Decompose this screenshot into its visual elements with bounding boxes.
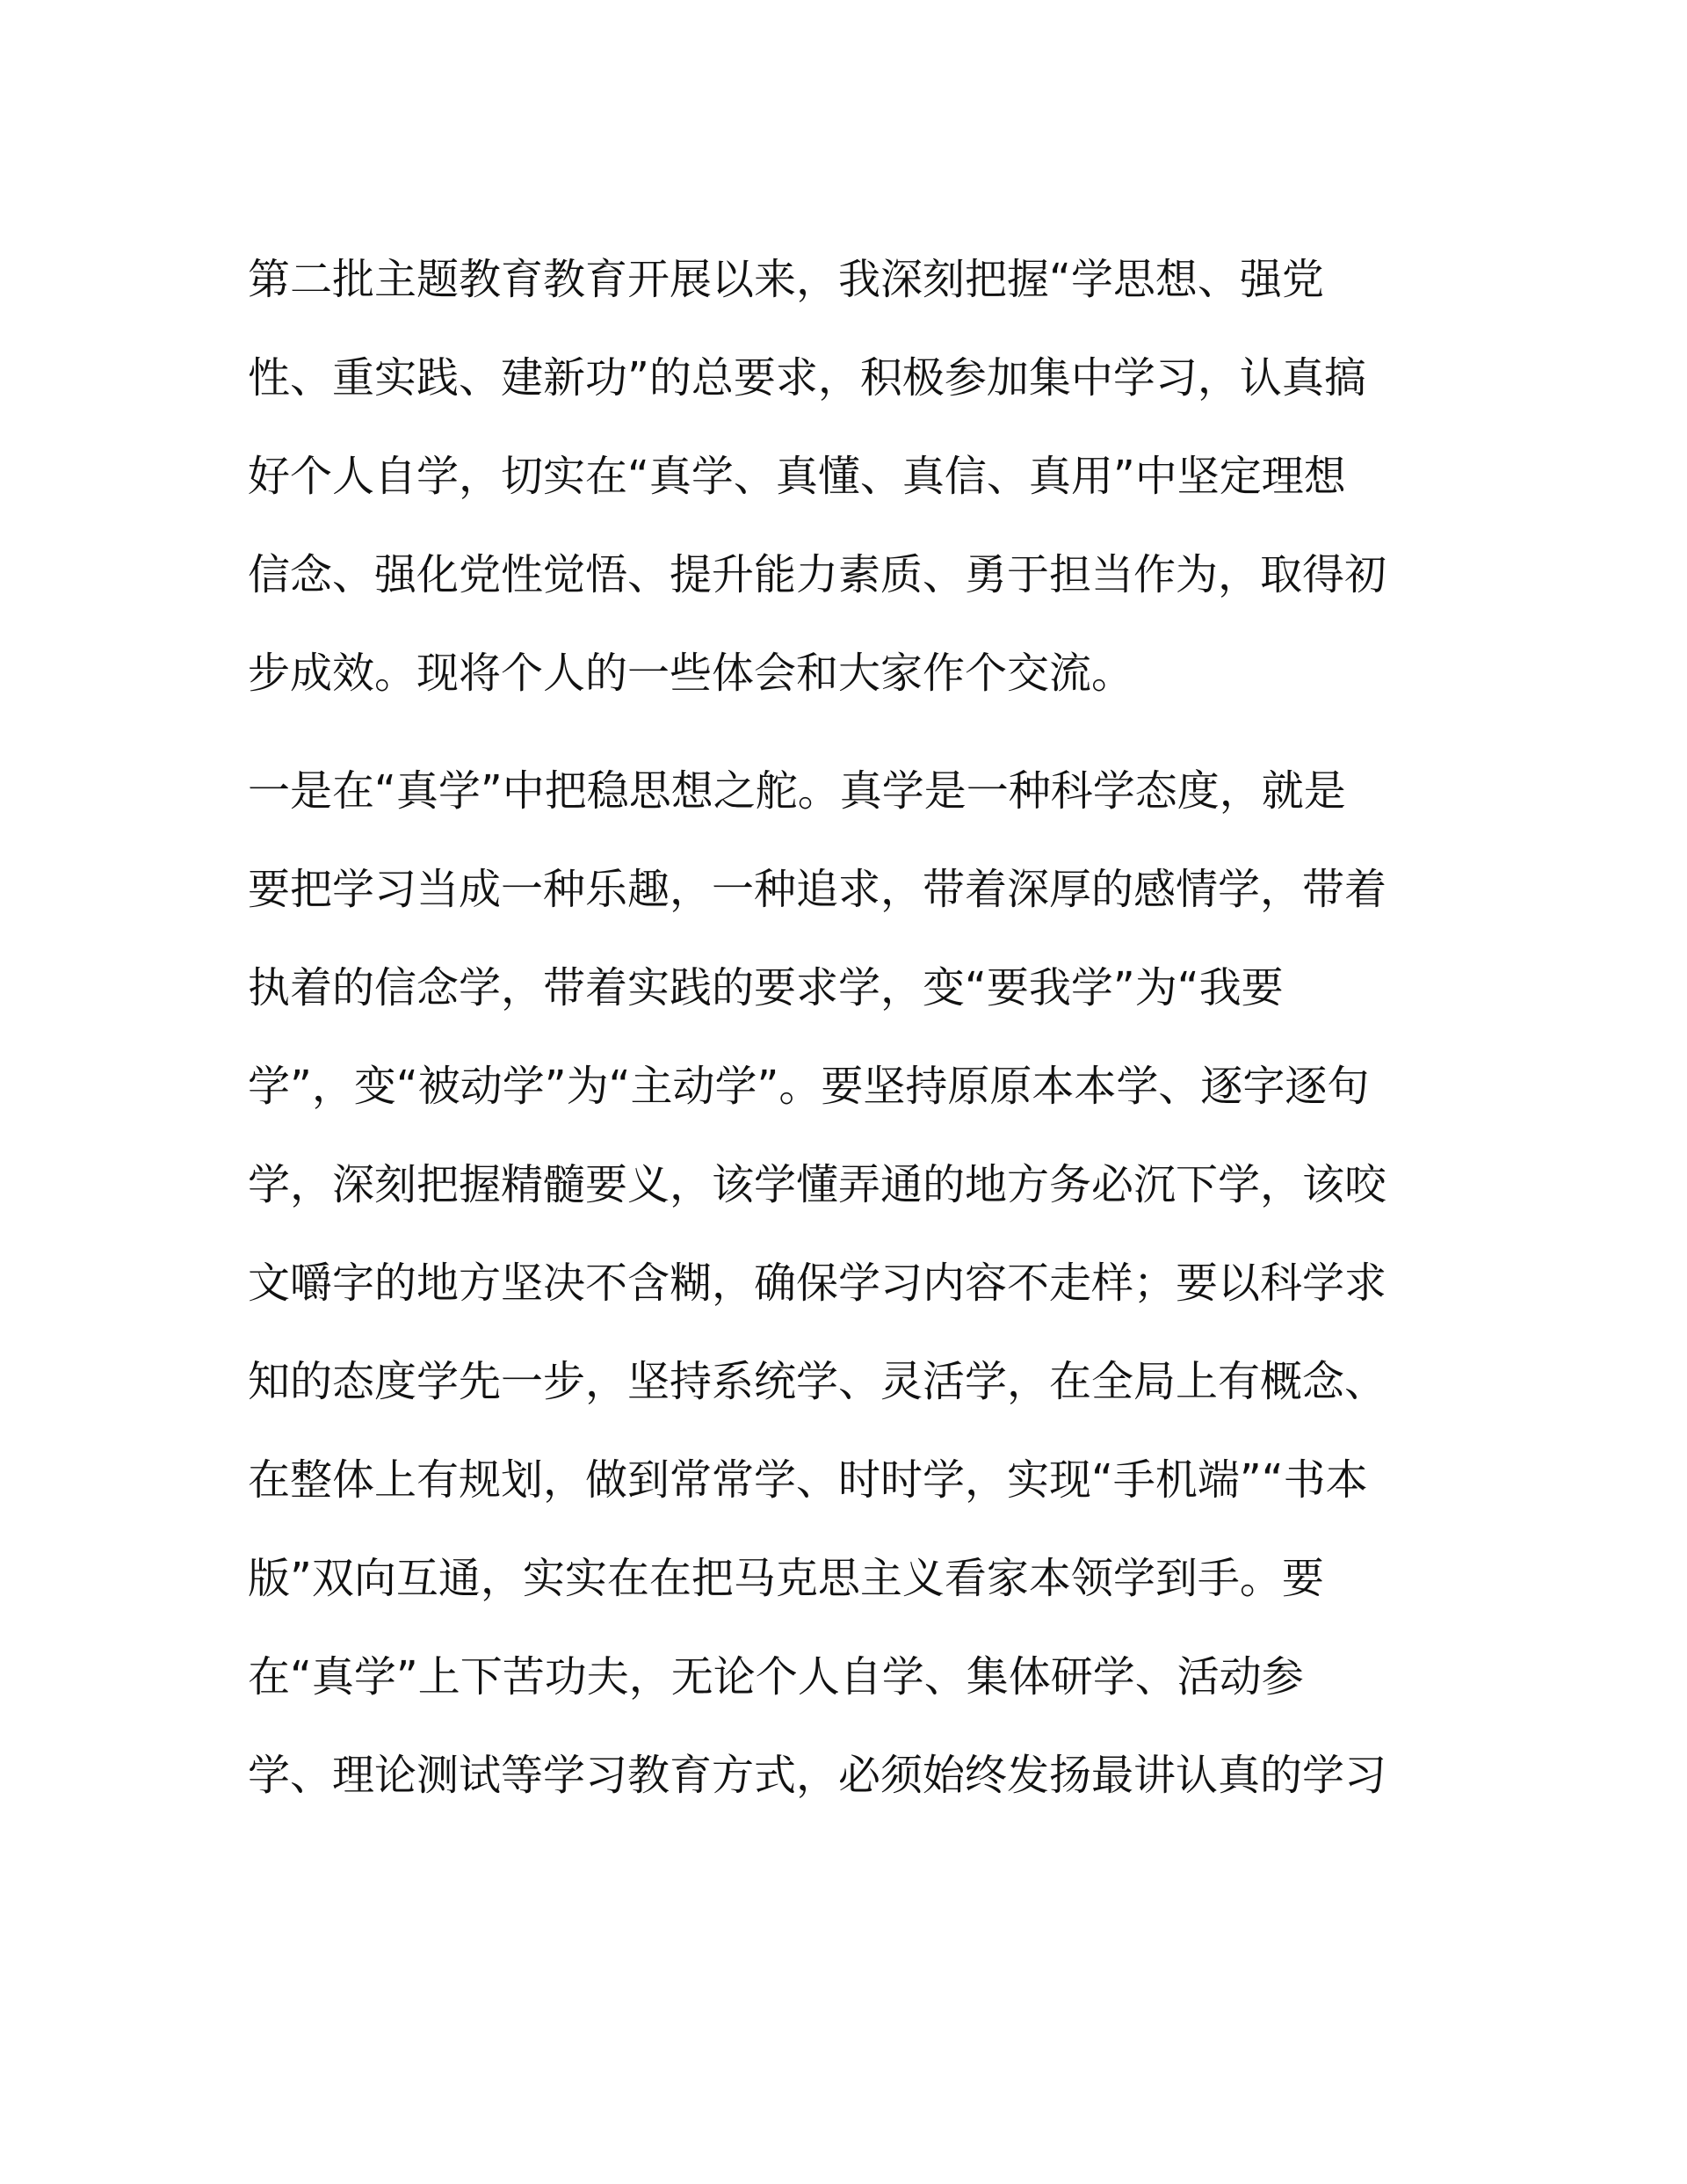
text-line: 版”双向互通，实实在在把马克思主义看家本领学到手。要 (248, 1554, 1324, 1603)
paragraph-intro (248, 230, 1495, 722)
text-line: 学，深刻把握精髓要义，该学懂弄通的地方务必沉下学，该咬 (248, 1160, 1387, 1209)
text-line: 步成效。现将个人的一些体会和大家作个交流。 (248, 649, 1134, 698)
text-line: 执着的信念学，带着实践的要求学，变“要我学”为“我要 (248, 963, 1284, 1012)
text-line: 在“真学”上下苦功夫，无论个人自学、集体研学、活动参 (248, 1652, 1304, 1701)
paragraph-zhenxue (248, 742, 1495, 1825)
text-line: 性、重实践、建新功”的总要求，积极参加集中学习，认真搞 (248, 353, 1366, 403)
text-line: 一是在“真学”中把稳思想之舵。真学是一种科学态度，就是 (248, 766, 1346, 816)
text-line: 知的态度学先一步，坚持系统学、灵活学，在全局上有概念、 (248, 1357, 1387, 1406)
text-line: 文嚼字的地方坚决不含糊，确保学习内容不走样；要以科学求 (248, 1259, 1387, 1308)
text-line: 学、理论测试等学习教育方式，必须始终发扬最讲认真的学习 (248, 1751, 1387, 1800)
text-line: 好个人自学，切实在“真学、真懂、真信、真用”中坚定理想 (248, 452, 1346, 501)
text-line: 学”，变“被动学”为“主动学”。要坚持原原本本学、逐字逐句 (248, 1062, 1370, 1111)
text-line: 要把学习当成一种乐趣，一种追求，带着深厚的感情学，带着 (248, 865, 1387, 914)
text-line: 第二批主题教育教育开展以来，我深刻把握“学思想、强党 (248, 255, 1324, 304)
text-line: 信念、强化党性觉悟、提升能力素质、勇于担当作为，取得初 (248, 550, 1387, 599)
text-line: 在整体上有规划，做到常常学、时时学，实现“手机端”“书本 (248, 1455, 1368, 1505)
